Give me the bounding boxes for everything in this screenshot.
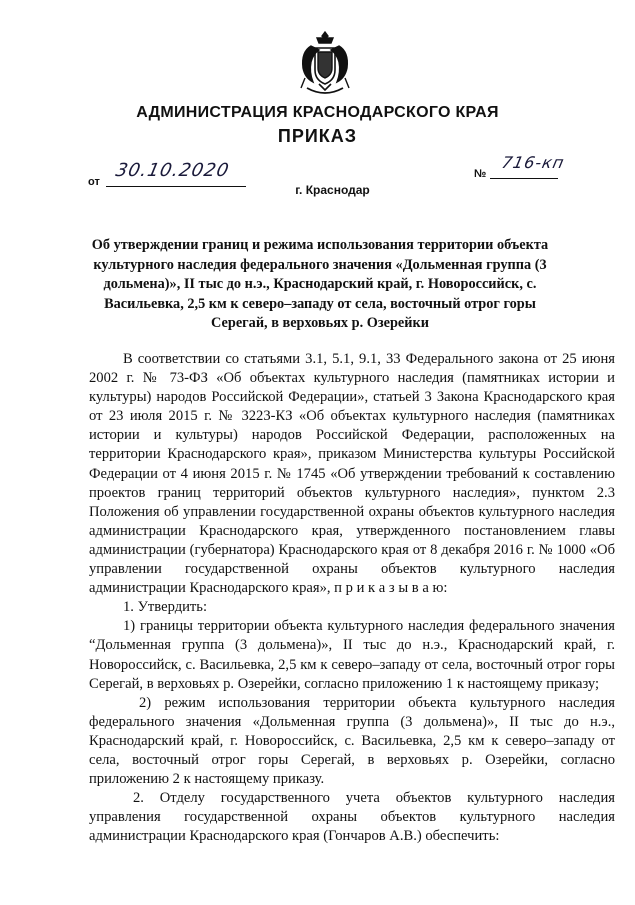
item-1-2: 2) режим использования территории объекта культурного наследия федерального значения «Дольменная группа (3 дольмена)», II тыс до н.э., Краснодарский край, г. Новороссийск, с. Васильевка, 2,5 км к северо–западу от села, восточный отрог горы Серегай, в верховьях р. Озерейки, согласно приложению 2 к настоящему приказу. [89, 694, 615, 788]
city: г. Краснодар [295, 183, 370, 197]
item-1-1: 1) границы территории объекта культурного наследия федерального значения “Дольменная группа (3 дольмена)», II тыс до н.э., Краснодарский край, г. Новороссийск, с. Васильевка, 2,5 км к северо–западу от села, восточный отрог горы Серегай, в верховьях р. Озерейки, согласно приложению 1 к настоящему приказу; [89, 618, 615, 692]
date-value: 30.10.2020 [113, 160, 232, 181]
number-value: 716-кп [499, 153, 567, 172]
item-2: 2. Отделу государственного учета объектов культурного наследия управления государственной охраны объектов культурного наследия администрации Краснодарского края (Гончаров А.В.) обеспечить: [89, 790, 615, 845]
document-type: ПРИКАЗ [277, 126, 358, 146]
document-body [89, 350, 615, 846]
document-title: Об утверждении границ и режима использования территории объекта культурного наследия федерального значения «Дольменная группа (3 дольмена)», II тыс до н.э., Краснодарский край, г. Новороссийск, с. Васильевка, 2,5 км к северо–западу от села, восточный отрог горы Серегай, в верховьях р. Озерейки [91, 237, 549, 331]
date-label: от [88, 176, 100, 188]
organization-name: АДМИНИСТРАЦИЯ КРАСНОДАРСКОГО КРАЯ [136, 104, 499, 121]
coat-of-arms-icon [297, 28, 353, 98]
number-label: № [474, 168, 487, 180]
number-line [490, 178, 558, 179]
preamble-paragraph: В соответствии со статьями 3.1, 5.1, 9.1, 33 Федерального закона от 25 июня 2002 г. № 73-ФЗ «Об объектах культурного наследия (памятниках истории и культуры) народов Российской Федерации», статьей 3 Закона Краснодарского края от 23 июля 2015 г. № 3223-КЗ «Об объектах культурного наследия (памятниках истории и культуры) народов Российской Федерации, расположенных на территории Краснодарского края», приказом Министерства культуры Российской Федерации от 4 июня 2015 г. № 1745 «Об утверждении требований к составлению проектов границ территорий объектов культурного наследия», пунктом 2.3 Положения об управлении государственной охраны объектов культурного наследия администрации Краснодарского края, утвержденного постановлением главы администрации (губернатора) Краснодарского края от 8 декабря 2016 г. № 1000 «Об управлении государственной охраны объектов культурного наследия администрации Краснодарского края», п р и к а з ы в а ю: [89, 351, 615, 597]
item-1: 1. Утвердить: [123, 599, 208, 616]
